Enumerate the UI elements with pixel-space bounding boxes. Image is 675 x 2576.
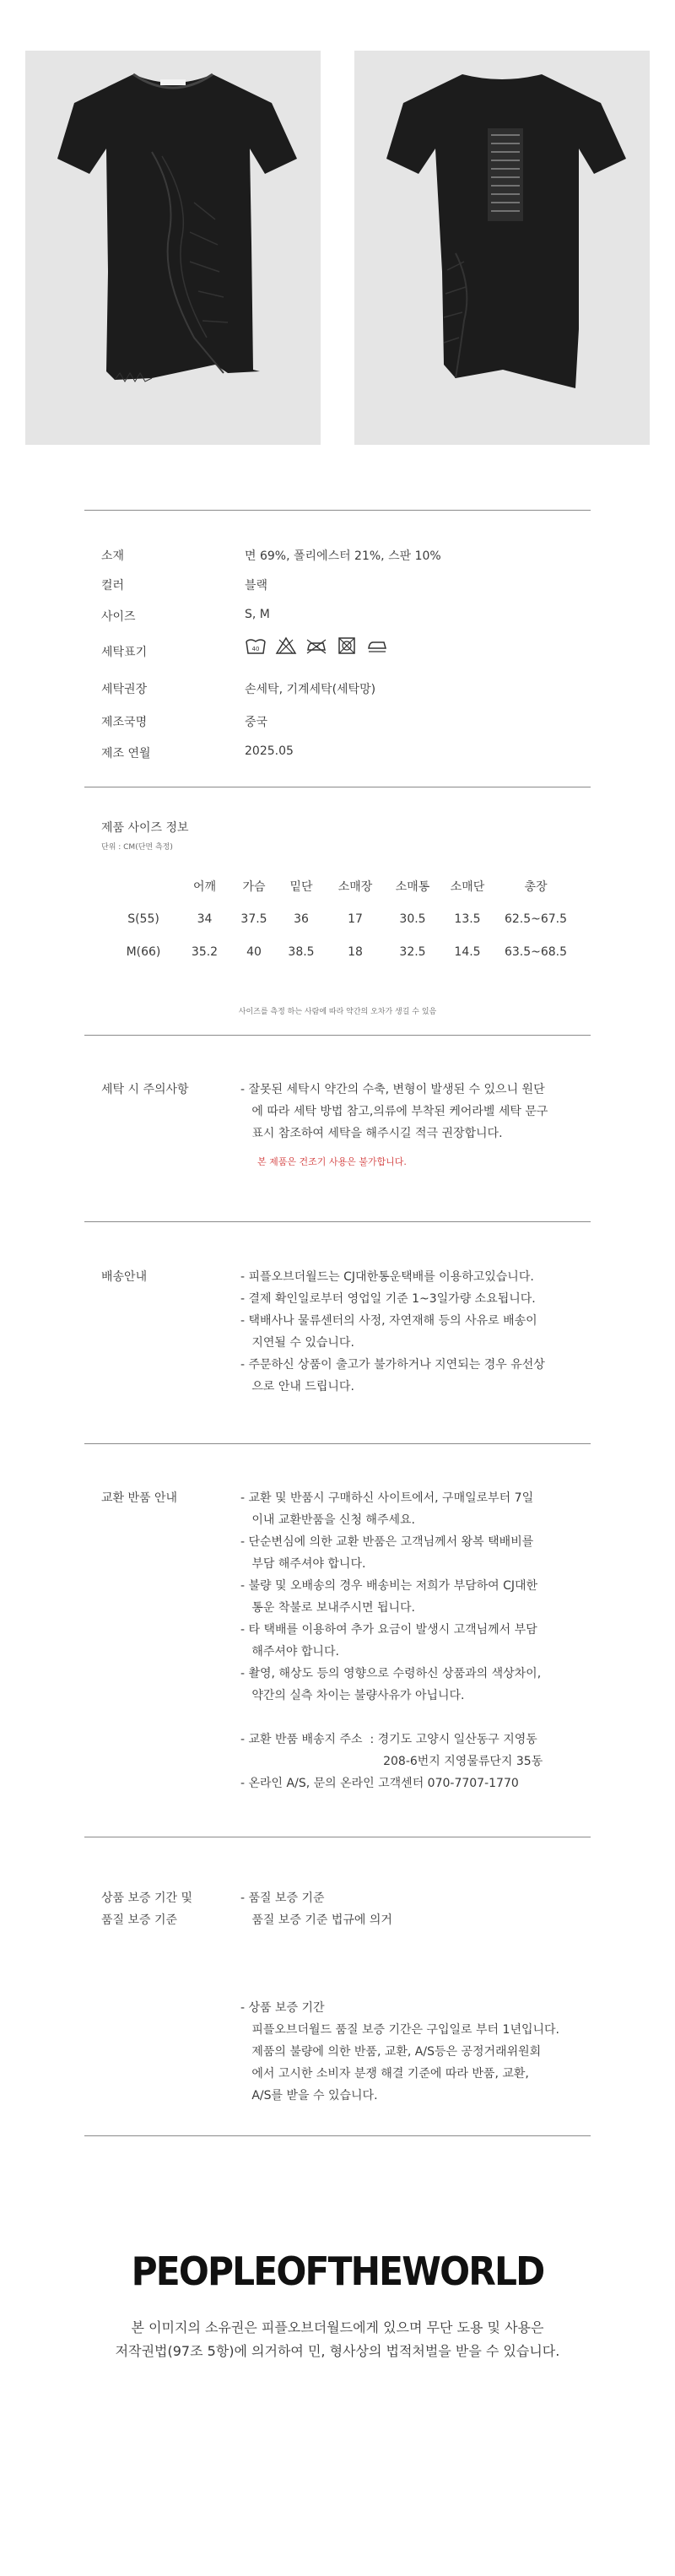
shipping-label: 배송안내 xyxy=(101,1270,148,1284)
divider xyxy=(84,2135,591,2136)
tshirt-back-illustration xyxy=(354,51,650,445)
no-tumble-dry-icon xyxy=(336,636,358,662)
size-header: 총장 xyxy=(524,879,548,894)
exchange-line xyxy=(240,1707,595,1729)
care-symbols-label: 세탁표기 xyxy=(101,646,148,659)
table-row xyxy=(110,935,578,968)
care-symbols xyxy=(245,636,388,662)
origin-label: 제조국명 xyxy=(101,716,148,729)
exchange-line: - 교환 반품 배송지 주소 : 경기도 고양시 일산동구 지영동 xyxy=(240,1733,537,1746)
warranty-line: - 품질 보증 기준 xyxy=(240,1891,325,1905)
exchange-line: 이내 교환반품을 신청 해주세요. xyxy=(240,1513,415,1527)
exchange-body xyxy=(240,1487,595,1794)
dryer-warning: 본 제품은 건조기 사용은 불가합니다. xyxy=(257,1156,407,1167)
size-cell: 18 xyxy=(348,944,363,959)
warranty-line: A/S를 받을 수 있습니다. xyxy=(240,2089,378,2102)
warranty-body xyxy=(240,1887,595,2107)
size-cell: 38.5 xyxy=(288,944,315,959)
exchange-line: 부담 해주셔야 합니다. xyxy=(240,1557,366,1571)
divider xyxy=(84,1035,591,1036)
size-value: S, M xyxy=(245,608,270,621)
washing-label: 세탁 시 주의사항 xyxy=(101,1083,189,1096)
divider xyxy=(84,1443,591,1444)
exchange-line: - 촬영, 해상도 등의 영향으로 수령하신 상품과의 색상차이, xyxy=(240,1667,542,1680)
shipping-line: - 택배사나 물류센터의 사정, 자연재해 등의 사유로 배송이 xyxy=(240,1314,537,1328)
size-cell: 13.5 xyxy=(454,912,481,926)
color-label: 컬러 xyxy=(101,579,125,593)
size-cell: 63.5~68.5 xyxy=(504,944,568,959)
washing-line: - 잘못된 세탁시 약간의 수축, 변형이 발생된 수 있으니 원단 xyxy=(240,1083,545,1096)
product-image-front xyxy=(25,51,321,445)
exchange-line: - 단순변심에 의한 교환 반품은 고객님께서 왕복 택배비를 xyxy=(240,1535,534,1549)
size-cell: 32.5 xyxy=(399,944,426,959)
size-header xyxy=(110,869,177,902)
size-header: 소매단 xyxy=(450,879,485,894)
size-cell: 17 xyxy=(348,912,363,926)
size-table xyxy=(110,869,578,968)
copyright-line1: 본 이미지의 소유권은 피플오브더월드에게 있으며 무단 도용 및 사용은 xyxy=(131,2319,544,2335)
warranty-line: 피플오브더월드 품질 보증 기간은 구입일로 부터 1년입니다. xyxy=(240,2023,559,2037)
warranty-line xyxy=(240,1953,595,1975)
care-recommend-value: 손세탁, 기계세탁(세탁망) xyxy=(245,683,376,696)
size-header: 소매통 xyxy=(395,879,430,894)
warranty-line xyxy=(240,1931,595,1953)
shipping-line: - 피플오브더월드는 CJ대한통운택배를 이용하고있습니다. xyxy=(240,1270,534,1284)
brand-logo: PEOPLEOFTHEWORLD xyxy=(131,2249,544,2294)
size-note: 사이즈를 측정 하는 사람에 따라 약간의 오차가 생길 수 있음 xyxy=(238,1008,437,1016)
dry-clean-icon xyxy=(366,636,388,662)
shipping-line: 으로 안내 드립니다. xyxy=(240,1380,354,1394)
warranty-label-line2: 품질 보증 기준 xyxy=(101,1913,178,1927)
exchange-label: 교환 반품 안내 xyxy=(101,1491,178,1505)
exchange-line: - 타 택배를 이용하여 추가 요금이 발생시 고객님께서 부담 xyxy=(240,1623,537,1637)
exchange-line: 약간의 실측 차이는 불량사유가 아닙니다. xyxy=(240,1689,465,1702)
copyright-line2: 저작권법(97조 5항)에 의거하여 민, 형사상의 법적처벌을 받을 수 있습니다. xyxy=(115,2343,560,2359)
tshirt-front-illustration xyxy=(25,51,321,445)
washing-line: 에 따라 세탁 방법 참고,의류에 부착된 케어라벨 세탁 문구 xyxy=(240,1105,548,1118)
warranty-line: 에서 고시한 소비자 분쟁 해결 기준에 따라 반품, 교환, xyxy=(240,2067,529,2081)
shipping-line: 지연될 수 있습니다. xyxy=(240,1336,354,1350)
divider xyxy=(84,510,591,511)
exchange-line: 해주셔야 합니다. xyxy=(240,1645,339,1659)
size-cell: 62.5~67.5 xyxy=(504,912,568,926)
warranty-label-line1: 상품 보증 기간 및 xyxy=(101,1891,193,1905)
warranty-line xyxy=(240,1975,595,1997)
size-header: 밑단 xyxy=(289,879,313,894)
shipping-line: - 주문하신 상품이 출고가 불가하거나 지연되는 경우 유선상 xyxy=(240,1358,545,1372)
iron-low-icon xyxy=(305,636,327,662)
warranty-line: - 상품 보증 기간 xyxy=(240,2001,325,2015)
size-cell: 30.5 xyxy=(399,912,426,926)
size-info-unit: 단위 : CM(단면 측정) xyxy=(101,843,173,852)
manufacture-date-value: 2025.05 xyxy=(245,744,294,758)
size-table-header xyxy=(110,869,578,902)
material-value: 면 69%, 폴리에스터 21%, 스판 10% xyxy=(245,549,441,563)
product-image-back xyxy=(354,51,650,445)
shipping-line: - 결제 확인일로부터 영업일 기준 1~3일가량 소요됩니다. xyxy=(240,1292,536,1306)
exchange-line: - 불량 및 오배송의 경우 배송비는 저희가 부담하여 CJ대한 xyxy=(240,1579,538,1593)
size-cell: 34 xyxy=(197,912,213,926)
exchange-line: - 온라인 A/S, 문의 온라인 고객센터 070-7707-1770 xyxy=(240,1777,519,1790)
size-cell: 35.2 xyxy=(191,944,219,959)
size-cell: S(55) xyxy=(127,912,159,926)
warranty-line: 품질 보증 기준 법규에 의거 xyxy=(240,1913,392,1927)
exchange-line: - 교환 및 반품시 구매하신 사이트에서, 구매일로부터 7일 xyxy=(240,1491,534,1505)
size-header: 어깨 xyxy=(192,879,217,894)
exchange-line: 통운 착불로 보내주시면 됩니다. xyxy=(240,1601,415,1615)
wash-40-icon xyxy=(245,636,267,662)
exchange-line: 208-6번지 지영물류단지 35동 xyxy=(240,1755,543,1768)
material-label: 소재 xyxy=(101,549,125,563)
divider xyxy=(84,1221,591,1222)
washing-body xyxy=(240,1079,595,1145)
washing-line: 표시 참조하여 세탁을 해주시길 적극 권장합니다. xyxy=(240,1127,503,1140)
no-bleach-icon xyxy=(275,636,297,662)
size-cell: 14.5 xyxy=(454,944,481,959)
size-header: 소매장 xyxy=(338,879,373,894)
origin-value: 중국 xyxy=(245,716,268,729)
size-label: 사이즈 xyxy=(101,610,136,624)
care-recommend-label: 세탁권장 xyxy=(101,683,148,696)
size-cell: M(66) xyxy=(126,944,161,959)
size-cell: 37.5 xyxy=(240,912,267,926)
size-cell: 36 xyxy=(294,912,309,926)
shipping-body xyxy=(240,1266,595,1398)
table-row xyxy=(110,902,578,935)
size-header: 가슴 xyxy=(242,879,266,894)
warranty-line: 제품의 불량에 의한 반품, 교환, A/S등은 공정거래위원회 xyxy=(240,2045,542,2059)
svg-text:40: 40 xyxy=(251,646,260,652)
color-value: 블랙 xyxy=(245,579,268,593)
size-cell: 40 xyxy=(246,944,262,959)
manufacture-date-label: 제조 연월 xyxy=(101,747,151,760)
size-info-title: 제품 사이즈 정보 xyxy=(101,821,189,835)
